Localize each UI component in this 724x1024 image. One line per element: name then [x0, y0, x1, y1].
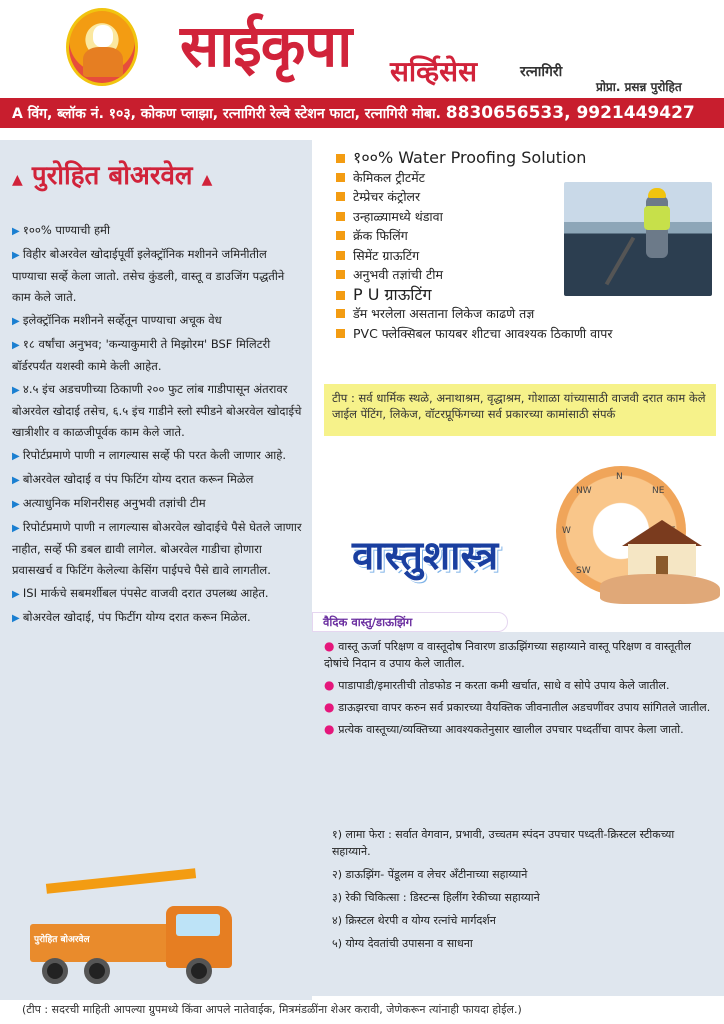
square-bullet-icon	[336, 173, 345, 182]
list-item-text: डाऊझरचा वापर करुन सर्व प्रकारच्या वैयक्तिक जीवनातील अडचणींवर उपाय सांगितले जातील.	[338, 701, 711, 714]
list-item-text: P U ग्राऊटिंग	[353, 284, 432, 304]
dot-bullet-icon: ●	[324, 722, 339, 736]
list-item-text: १८ वर्षांचा अनुभव; 'कन्याकुमारी ते मिझोरम' BSF मिलिटरी बॉर्डरपर्यंत यशस्वी कामे केली आहेत.	[12, 337, 271, 373]
list-item	[12, 517, 302, 581]
dot-bullet-icon: ●	[324, 678, 339, 692]
header	[0, 0, 724, 96]
list-item-text: सिमेंट ग्राऊटिंग	[353, 247, 420, 263]
hand-image	[600, 574, 720, 604]
list-item-text: प्रत्येक वास्तूच्या/व्यक्तिच्या आवश्यकतेनुसार खालील उपचार पध्दतींचा वापर केला जातो.	[338, 723, 684, 736]
compass-label: NW	[576, 486, 592, 496]
borewell-truck-image	[26, 866, 246, 986]
list-item-text: इलेक्ट्रॉनिक मशीनने सर्व्हेतून पाण्याचा अचूक वेध	[22, 313, 222, 327]
house-door	[656, 556, 668, 576]
list-item	[336, 148, 716, 168]
list-item	[12, 445, 302, 467]
list-item: ४) क्रिस्टल थेरपी व योग्य रत्नांचे मार्गदर्शन	[332, 914, 496, 927]
dot-bullet-icon: ●	[324, 639, 339, 653]
list-item-text: रिपोर्टप्रमाणे पाणी न लागल्यास बोअरवेल खोदाईचे पैसे घेतले जाणार नाहीत, सर्व्हे फी डबल द्यावी लागेल. बोअरवेल गाडीचा होणारा प्रवासखर्च व फिटिंग केलेल्या केसिंग पाईपचे पैसे द्यावे लागतील.	[12, 520, 302, 577]
compass-label: N	[616, 472, 623, 482]
list-item-text: ISI मार्कचे सबमर्शीबल पंपसेट वाजवी दरात उपलब्ध आहेत.	[22, 586, 269, 600]
phone-numbers[interactable]: 8830656533, 9921449427	[445, 103, 695, 123]
list-item-text: १००% पाण्याची हमी	[22, 223, 110, 237]
list-item	[336, 304, 716, 324]
list-item-text: ४.५ इंच अडचणीच्या ठिकाणी २०० फुट लांब गाडीपासून अंतरावर बोअरवेल खोदाई तसेच, ६.५ इंच गाडीने स्लो स्पीडने बोअरवेल खोदाईचे खात्रीशीर व काळजीपूर्वक काम केले जाते.	[12, 382, 302, 439]
paint-roller	[605, 237, 635, 286]
footer-note: (टीप : सदरची माहिती आपल्या ग्रुपमध्ये किंवा आपले नातेवाईक, मित्रमंडळींना शेअर करावी, जेणेकरून त्यांनाही फायदा होईल.)	[22, 1003, 522, 1016]
list-item	[12, 583, 302, 605]
truck-window	[176, 914, 220, 936]
arrow-bullet-icon: ▶	[12, 226, 23, 237]
list-item-text: वास्तू ऊर्जा परिक्षण व वास्तूदोष निवारण डाऊझिंगच्या सहाय्याने वास्तू परिक्षण व वास्तूतील दोषांचे निदान व उपाय केले जातील.	[324, 640, 691, 670]
borewell-panel	[0, 140, 312, 1000]
arrow-bullet-icon: ▶	[12, 250, 23, 261]
arrow-bullet-icon: ▶	[12, 316, 23, 327]
list-item	[324, 677, 718, 694]
roof-worker-image	[564, 182, 712, 296]
list-item	[12, 310, 302, 332]
treatment-list	[332, 826, 712, 958]
hard-hat-icon	[648, 188, 666, 198]
square-bullet-icon	[336, 270, 345, 279]
list-item	[12, 607, 302, 629]
list-item	[324, 699, 718, 716]
worker-vest	[644, 206, 670, 230]
address-bar	[0, 98, 724, 128]
brand-title: साईकृपा	[180, 12, 352, 80]
house-roof	[622, 520, 702, 546]
list-item-text: अनुभवी तज्ञांची टीम	[353, 267, 443, 282]
compass-label: NE	[652, 486, 665, 496]
compass-label: E	[670, 526, 676, 536]
arrow-bullet-icon: ▶	[12, 451, 23, 462]
list-item-text: बोअरवेल खोदाई, पंप फिटींग योग्य दरात करून मिळेल.	[22, 610, 251, 624]
list-item-text: विहीर बोअरवेल खोदाईपूर्वी इलेक्ट्रॉनिक मशीनने जमिनीतील पाण्याचा सर्व्हे केला जातो. तसेच कुंडली, वास्तू व डाउजिंग पद्धतीने काम केले जाते.	[12, 247, 285, 304]
list-item	[12, 493, 302, 515]
vastu-list	[324, 638, 718, 743]
borewell-title-text: पुरोहित बोअरवेल	[31, 161, 193, 191]
list-item-text: क्रॅक फिलिंग	[353, 228, 408, 243]
triangle-icon: ▲	[201, 172, 213, 188]
arrow-bullet-icon: ▶	[12, 385, 23, 396]
list-item	[12, 334, 302, 377]
square-bullet-icon	[336, 291, 345, 300]
list-item-text: PVC फ्लेक्सिबल फायबर शीटचा आवश्यक ठिकाणी वापर	[353, 325, 613, 341]
square-bullet-icon	[336, 309, 345, 318]
list-item	[324, 721, 718, 738]
arrow-bullet-icon: ▶	[12, 523, 23, 534]
list-item-text: रिपोर्टप्रमाणे पाणी न लागल्यास सर्व्हे फी परत केली जाणार आहे.	[22, 448, 287, 462]
list-item-text: पाडापाडी/इमारतीची तोडफोड न करता कमी खर्चात, साधे व सोपे उपाय केले जातील.	[338, 679, 670, 692]
square-bullet-icon	[336, 231, 345, 240]
arrow-bullet-icon: ▶	[12, 499, 23, 510]
wheel-icon	[42, 958, 68, 984]
wheel-icon	[186, 958, 212, 984]
truck-label: पुरोहित बोअरवेल	[34, 935, 90, 945]
list-item-text: टेम्प्रेचर कंट्रोलर	[353, 189, 421, 204]
dot-bullet-icon: ●	[324, 700, 339, 714]
square-bullet-icon	[336, 192, 345, 201]
list-item	[12, 220, 302, 242]
arrow-bullet-icon: ▶	[12, 589, 23, 600]
arrow-bullet-icon: ▶	[12, 340, 23, 351]
arrow-bullet-icon: ▶	[12, 475, 23, 486]
compass-label: SW	[576, 566, 591, 576]
square-bullet-icon	[336, 329, 345, 338]
tip-box: टीप : सर्व धार्मिक स्थळे, अनाथाश्रम, वृद्धाश्रम, गोशाळा यांच्यासाठी वाजवी दरात काम केले जाईल पेंटिंग, लिकेज, वॉटरप्रूफिंगच्या सर्व प्रकारच्या कामांसाठी संपर्क	[324, 384, 716, 436]
brand-city: रत्नागिरी	[520, 64, 563, 80]
list-item	[12, 244, 302, 308]
list-item-text: १००% Water Proofing Solution	[353, 148, 587, 167]
vastu-subtitle: वैदिक वास्तु/डाऊझिंग	[312, 612, 508, 632]
arrow-bullet-icon: ▶	[12, 613, 23, 624]
square-bullet-icon	[336, 154, 345, 163]
brand-services: सर्व्हिसेस	[390, 55, 477, 88]
list-item-text: बोअरवेल खोदाई व पंप फिटिंग योग्य दरात करून मिळेल	[22, 472, 254, 486]
logo-face	[93, 25, 113, 47]
list-item: २) डाऊझिंग- पेंडूलम व लेचर अँटीनाच्या सहाय्याने	[332, 868, 528, 881]
list-item: ३) रेकी चिकित्सा : डिस्टन्स हिलींग रेकीच्या सहाय्याने	[332, 891, 540, 904]
borewell-title	[12, 156, 212, 192]
list-item: १) लामा फेरा : सर्वात वेगवान, प्रभावी, उच्चतम स्पंदन उपचार पध्दती-क्रिस्टल स्टीकच्या सहाय्याने.	[332, 828, 675, 858]
compass-label: W	[562, 526, 571, 536]
triangle-icon: ▲	[12, 172, 23, 188]
vastu-title: वास्तुशास्त्र	[352, 532, 499, 579]
house-icon	[618, 520, 704, 580]
borewell-list	[12, 220, 302, 631]
list-item-text: उन्हाळ्यामध्ये थंडावा	[353, 208, 443, 224]
list-item-text: अत्याधुनिक मशिनरीसह अनुभवी तज्ञांची टीम	[22, 496, 206, 510]
list-item	[12, 379, 302, 443]
list-item-text: डॅम भरलेला असताना लिकेज काढणे तज्ञ	[353, 306, 535, 321]
list-item	[324, 638, 718, 672]
saint-logo	[66, 8, 138, 86]
wheel-icon	[84, 958, 110, 984]
list-item: ५) योग्य देवतांची उपासना व साधना	[332, 937, 473, 950]
list-item	[336, 324, 716, 344]
drill-mast	[46, 868, 196, 894]
square-bullet-icon	[336, 212, 345, 221]
square-bullet-icon	[336, 251, 345, 260]
logo-body	[83, 47, 123, 77]
list-item-text: केमिकल ट्रीटमेंट	[353, 169, 425, 185]
proprietor: प्रोप्रा. प्रसन्न पुरोहित	[596, 80, 682, 94]
list-item	[12, 469, 302, 491]
address-text: A विंग, ब्लॉक नं. १०३, कोकण प्लाझा, रत्नागिरी रेल्वे स्टेशन फाटा, रत्नागिरी मोबा.	[12, 106, 441, 122]
